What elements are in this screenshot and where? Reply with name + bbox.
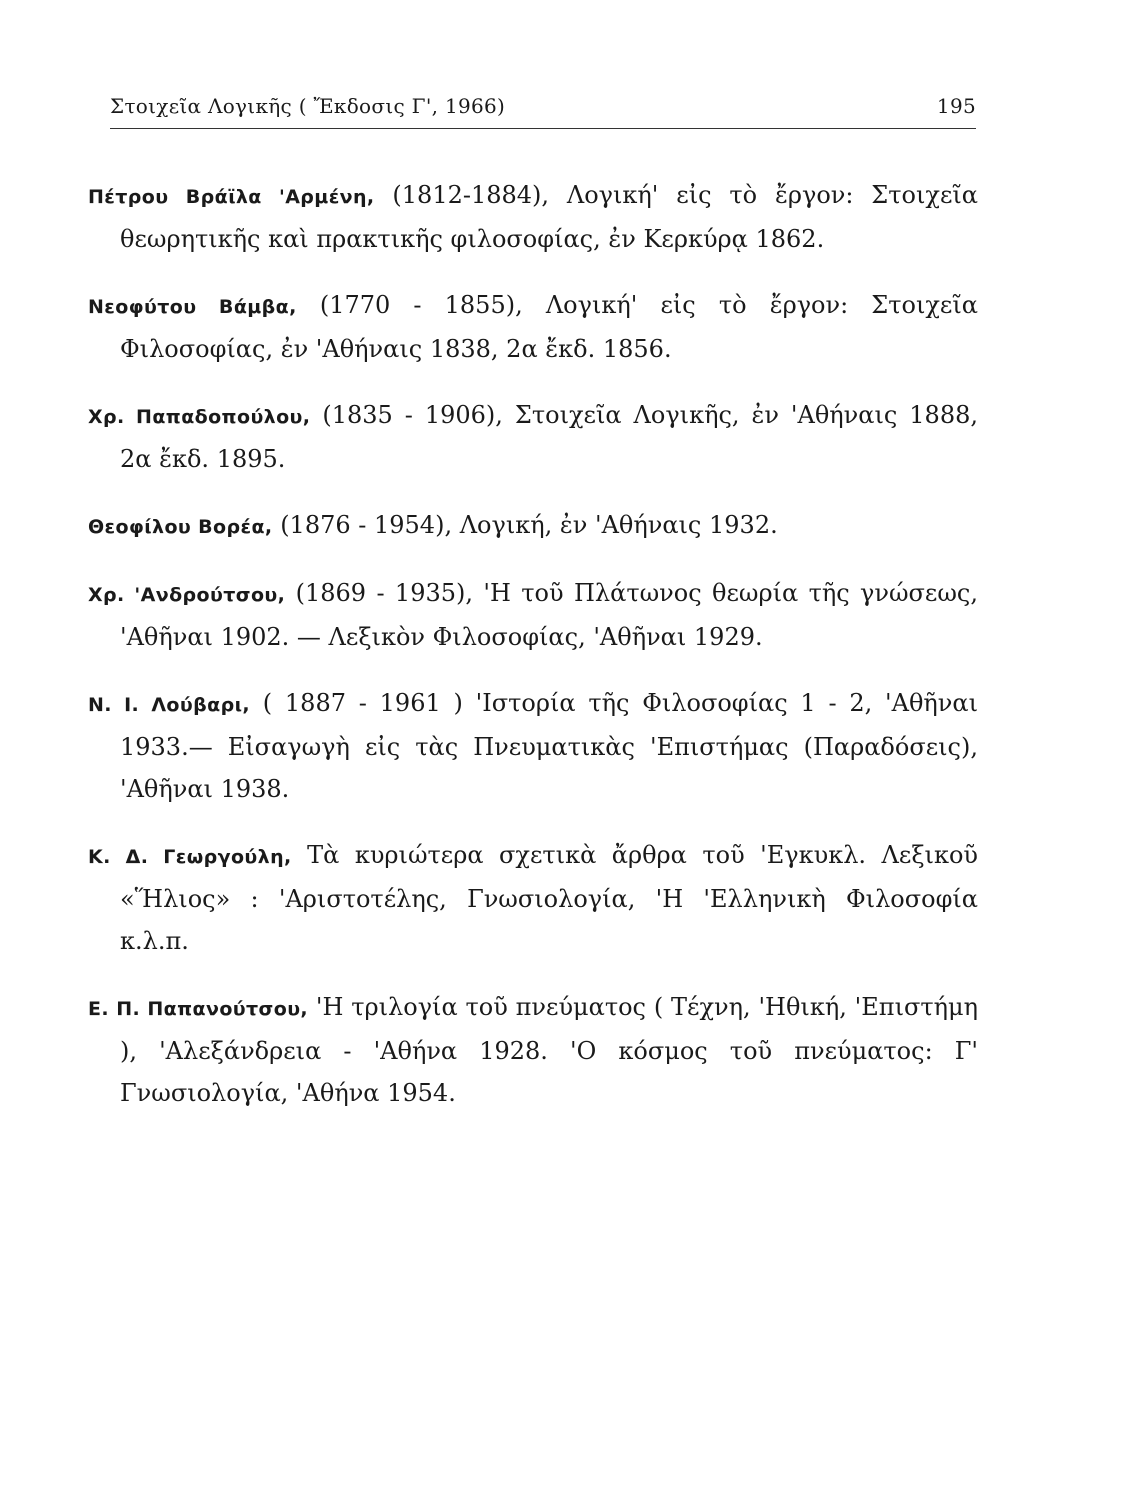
bibliography-entry bbox=[88, 174, 978, 260]
page-number: 195 bbox=[936, 94, 976, 118]
bibliography-entry bbox=[88, 394, 978, 480]
entry-author: Ε. Π. Παπανούτσου, bbox=[88, 998, 309, 1020]
entry-text: (1770 - 1855), Λογική' εἰς τὸ ἔργον: Στοιχεῖα Φιλοσοφίας, ἐν 'Αθήναις 1838, 2α ἔκδ. 1856. bbox=[120, 291, 978, 363]
entry-text: 'Η τριλογία τοῦ πνεύματος ( Τέχνη, 'Ηθική, 'Επιστήμη ), 'Αλεξάνδρεια - 'Αθήνα 1928. 'Ο κόσμος τοῦ πνεύματος: Γ' Γνωσιολογία, 'Αθήνα 1954. bbox=[120, 993, 978, 1107]
entry-author: Πέτρου Βράϊλα 'Αρμένη, bbox=[88, 186, 375, 208]
header-rule bbox=[110, 128, 976, 129]
bibliography-entry bbox=[88, 572, 978, 658]
entry-text: Τὰ κυριώτερα σχετικὰ ἄρθρα τοῦ 'Εγκυκλ. Λεξικοῦ «Ἥλιος» : 'Αριστοτέλης, Γνωσιολογία, 'Η 'Ελληνικὴ Φιλοσοφία κ.λ.π. bbox=[120, 841, 978, 955]
entry-author: Κ. Δ. Γεωργούλη, bbox=[88, 846, 292, 868]
running-header bbox=[110, 94, 976, 118]
entry-author: Νεοφύτου Βάμβα, bbox=[88, 296, 297, 318]
bibliography-entry bbox=[88, 986, 978, 1114]
bibliography-list bbox=[88, 150, 978, 1124]
entry-text: (1812-1884), Λογική' εἰς τὸ ἔργον: Στοιχεῖα θεωρητικῆς καὶ πρακτικῆς φιλοσοφίας, ἐν Κερκύρᾳ 1862. bbox=[120, 181, 978, 253]
bibliography-entry bbox=[88, 682, 978, 810]
entry-author: Θεοφίλου Βορέα, bbox=[88, 516, 273, 538]
running-title: Στοιχεῖα Λογικῆς ( Ἔκδοσις Γ', 1966) bbox=[110, 94, 506, 118]
entry-author: Χρ. 'Ανδρούτσου, bbox=[88, 584, 286, 606]
entry-text: (1876 - 1954), Λογική, ἐν 'Αθήναις 1932. bbox=[272, 511, 778, 539]
entry-text: (1835 - 1906), Στοιχεῖα Λογικῆς, ἐν 'Αθήναις 1888, 2α ἔκδ. 1895. bbox=[120, 401, 978, 473]
bibliography-entry bbox=[88, 284, 978, 370]
entry-text: ( 1887 - 1961 ) 'Ιστορία τῆς Φιλοσοφίας 1 - 2, 'Αθῆναι 1933.— Εἰσαγωγὴ εἰς τὰς Πνευματικὰς 'Επιστήμας (Παραδόσεις), 'Αθῆναι 1938. bbox=[120, 689, 979, 803]
entry-text: (1869 - 1935), 'Η τοῦ Πλάτωνος θεωρία τῆς γνώσεως, 'Αθῆναι 1902. — Λεξικὸν Φιλοσοφίας, 'Αθῆναι 1929. bbox=[120, 579, 978, 651]
bibliography-entry bbox=[88, 504, 978, 548]
entry-author: Χρ. Παπαδοπούλου, bbox=[88, 406, 311, 428]
bibliography-entry bbox=[88, 834, 978, 962]
entry-author: Ν. Ι. Λούβαρι, bbox=[88, 694, 250, 716]
